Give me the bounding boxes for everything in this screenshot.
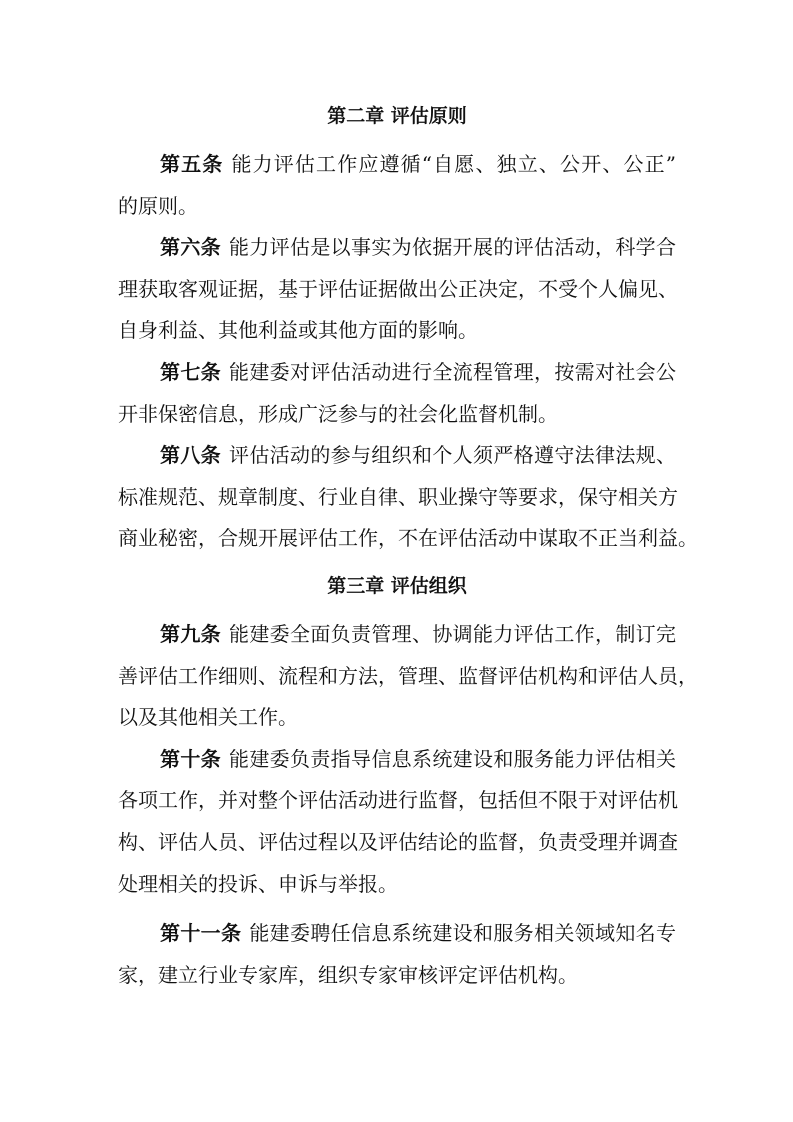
article-8 xyxy=(118,435,698,560)
article-line: 以及其他相关工作。 xyxy=(118,705,298,730)
article-label: 第五条 xyxy=(160,152,224,176)
article-10 xyxy=(118,739,676,905)
article-line: 善评估工作细则、流程和方法，管理、监督评估机构和评估人员， xyxy=(118,663,698,688)
article-line: 第九条 能建委全面负责管理、协调能力评估工作，制订完 xyxy=(160,621,676,646)
article-line: 商业秘密，合规开展评估工作，不在评估活动中谋取不正当利益。 xyxy=(118,526,698,551)
article-11 xyxy=(118,913,676,996)
article-line: 第七条 能建委对评估活动进行全流程管理，按需对社会公 xyxy=(160,359,676,384)
article-5 xyxy=(118,144,676,227)
article-line: 处理相关的投诉、申诉与举报。 xyxy=(118,871,398,896)
article-label: 第八条 xyxy=(160,443,221,468)
article-line: 第八条 评估活动的参与组织和个人须严格遵守法律法规、 xyxy=(160,443,676,468)
article-label: 第十一条 xyxy=(160,921,242,946)
article-line: 构、评估人员、评估过程以及评估结论的监督，负责受理并调查 xyxy=(118,829,678,854)
spacer xyxy=(118,905,676,913)
document-page xyxy=(118,96,698,996)
chapter-title: 第三章 评估组织 xyxy=(327,574,467,597)
article-line: 开非保密信息，形成广泛参与的社会化监督机制。 xyxy=(118,401,558,426)
article-line: 第十一条 能建委聘任信息系统建设和服务相关领域知名专 xyxy=(160,921,677,946)
article-line: 标准规范、规章制度、行业自律、职业操守等要求，保守相关方 xyxy=(118,484,678,509)
article-line: 各项工作，并对整个评估活动进行监督，包括但不限于对评估机 xyxy=(118,788,678,813)
article-line: 第五条 能力评估工作应遵循“自愿、独立、公开、公正” xyxy=(160,152,677,176)
article-label: 第十条 xyxy=(160,746,221,771)
article-7 xyxy=(118,352,676,435)
article-line: 自身利益、其他利益或其他方面的影响。 xyxy=(118,318,478,343)
article-9 xyxy=(118,614,698,739)
article-line: 家，建立行业专家库，组织专家审核评定评估机构。 xyxy=(118,962,578,987)
article-label: 第六条 xyxy=(160,235,221,260)
article-line: 理获取客观证据，基于评估证据做出公正决定，不受个人偏见、 xyxy=(118,276,678,301)
article-line: 第十条 能建委负责指导信息系统建设和服务能力评估相关 xyxy=(160,746,676,771)
article-label: 第七条 xyxy=(160,359,221,384)
article-6 xyxy=(118,227,676,352)
article-line: 的原则。 xyxy=(118,193,198,218)
article-label: 第九条 xyxy=(160,621,221,646)
article-line: 第六条 能力评估是以事实为依据开展的评估活动，科学合 xyxy=(160,235,676,260)
chapter-title: 第二章 评估原则 xyxy=(327,105,467,127)
